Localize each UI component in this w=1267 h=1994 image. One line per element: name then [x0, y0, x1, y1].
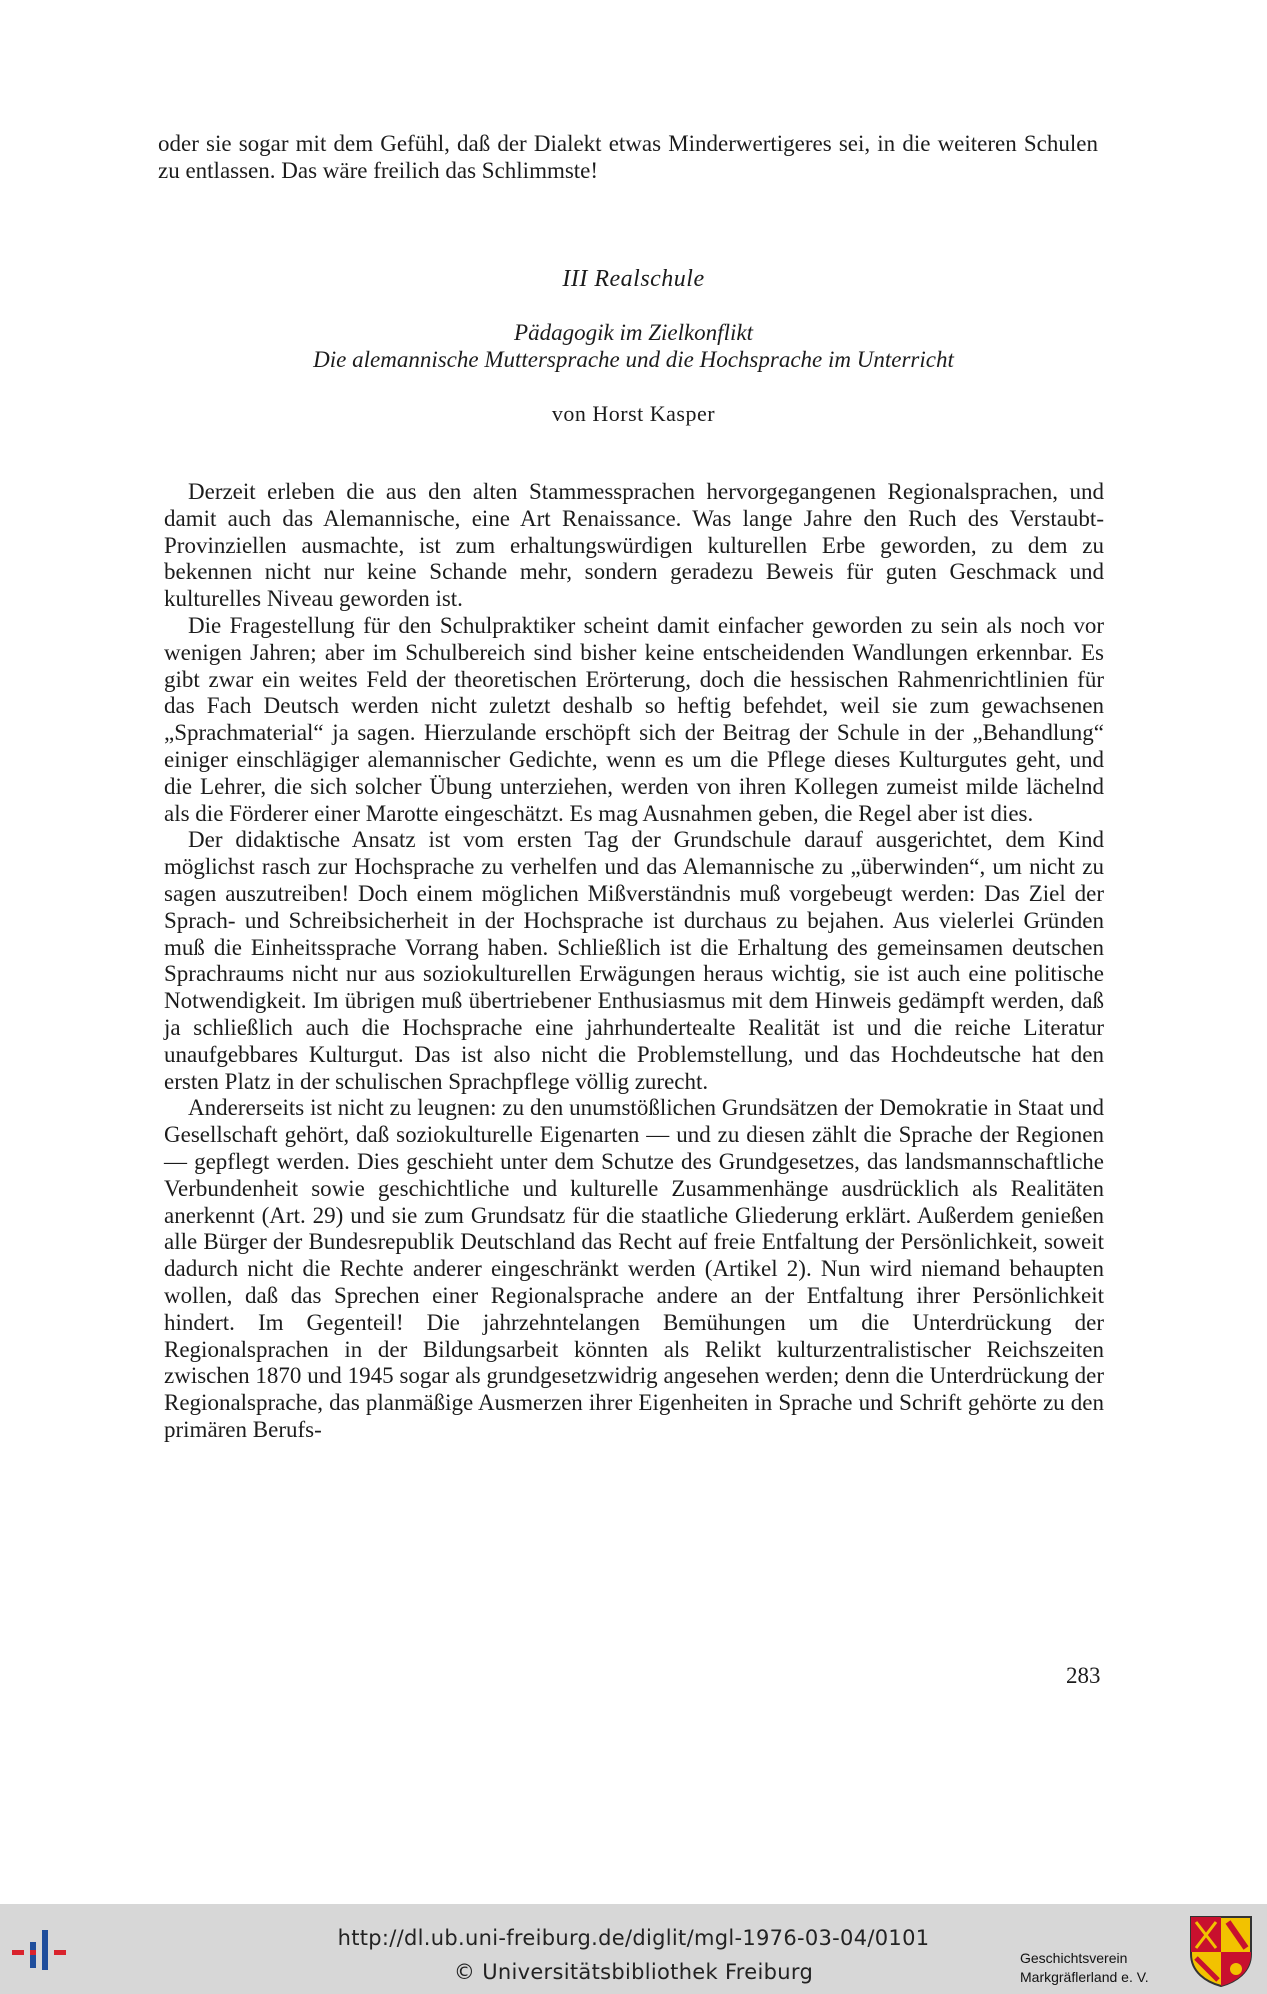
society-name-line-1: Geschichtsverein [1020, 1950, 1128, 1966]
document-url[interactable]: http://dl.ub.uni-freiburg.de/diglit/mgl-1976-03-04/0101 [337, 1926, 930, 1950]
digitization-footer [0, 1904, 1267, 1994]
section-title: III Realschule [562, 266, 705, 292]
article-author: von Horst Kasper [551, 401, 716, 426]
intro-paragraph: oder sie sogar mit dem Gefühl, daß der Dialekt etwas Minderwertigeres sei, in die weiteren Schulen zu entlassen. Das wäre freilich das Schlimmste! [158, 131, 1098, 183]
article-body [164, 479, 1104, 1444]
society-name-line-2: Markgräflerland e. V. [1020, 1969, 1149, 1985]
page-number: 283 [1066, 1663, 1101, 1688]
article-title: Pädagogik im Zielkonflikt [514, 320, 753, 345]
body-paragraph: Andererseits ist nicht zu leugnen: zu den unumstößlichen Grundsätzen der Demokratie in Staat und Gesellschaft gehört, daß soziokulturelle Eigenarten — und zu diesen zählt die Sprache der Regionen — gepflegt werden. Dies geschieht unter dem Schutze des Grundgesetzes, das landsmannschaftliche Verbundenheit sowie geschichtliche und kulturelle Zusammenhänge ausdrücklich als Realitäten anerkennt (Art. 29) und sie zum Grundsatz für die staatliche Gliederung erklärt. Außerdem genießen alle Bürger der Bundesrepublik Deutschland das Recht auf freie Entfaltung der Persönlichkeit, soweit dadurch nicht die Rechte anderer eingeschränkt werden (Artikel 2). Nun wird niemand behaupten wollen, daß das Sprechen einer Regionalsprache andere an der Entfaltung ihrer Persönlichkeit hindert. Im Gegenteil! Die jahrzehntelangen Bemühungen um die Unterdrückung der Regionalsprachen in der Bildungsarbeit könnten als Relikt kulturzentralistischer Reichszeiten zwischen 1870 und 1945 sogar als grundgesetzwidrig angesehen werden; denn die Unterdrückung der Regionalsprache, das planmäßige Ausmerzen ihrer Eigenheiten in Sprache und Schrift gehörte zu den primären Berufs- [164, 1095, 1104, 1442]
copyright-notice: © Universitätsbibliothek Freiburg [453, 1960, 814, 1984]
body-paragraph: Derzeit erleben die aus den alten Stammessprachen hervorgegangenen Regionalsprachen, und damit auch das Alemannische, eine Art Renaissance. Was lange Jahre den Ruch des Verstaubt-Provinziellen ausmachte, ist zum erhaltungswürdigen kulturellen Erbe geworden, zu dem zu bekennen nicht nur keine Schande mehr, sondern geradezu Beweis für guten Geschmack und kulturelles Niveau geworden ist. [164, 479, 1104, 612]
article-subtitle: Die alemannische Muttersprache und die Hochsprache im Unterricht [313, 347, 954, 372]
markgraeflerland-crest-icon [1188, 1914, 1254, 1988]
body-paragraph: Der didaktische Ansatz ist vom ersten Tag der Grundschule darauf ausgerichtet, dem Kind möglichst rasch zur Hochsprache zu verhelfen und das Alemannische zu „überwinden“, um nicht zu sagen auszutreiben! Doch einem möglichen Mißverständnis muß vorgebeugt werden: Das Ziel der Sprach- und Schreibsicherheit in der Hochsprache ist durchaus zu bejahen. Aus vielerlei Gründen muß die Einheitssprache Vorrang haben. Schließlich ist die Erhaltung des gemeinsamen deutschen Sprachraums nicht nur aus soziokulturellen Erwägungen heraus wichtig, sie ist auch eine politische Notwendigkeit. Im übrigen muß übertriebener Enthusiasmus mit dem Hinweis gedämpft werden, daß ja schließlich auch die Hochsprache eine jahrhundertealte Realität ist und die reiche Literatur unaufgebbares Kulturgut. Das ist also nicht die Problemstellung, und das Hochdeutsche hat den ersten Platz in der schulischen Sprachpflege völlig zurecht. [164, 827, 1104, 1094]
body-paragraph: Die Fragestellung für den Schulpraktiker scheint damit einfacher geworden zu sein als noch vor wenigen Jahren; aber im Schulbereich sind bisher keine entscheidenden Wandlungen erkennbar. Es gibt zwar ein weites Feld der theoretischen Erörterung, doch die hessischen Rahmenrichtlinien für das Fach Deutsch werden nicht zuletzt deshalb so heftig befehdet, weil sie zum gewachsenen „Sprachmaterial“ ja sagen. Hierzulande erschöpft sich der Beitrag der Schule in der „Behandlung“ einiger einschlägiger alemannischer Gedichte, wenn es um die Pflege dieses Kulturgutes geht, und die Lehrer, die sich solcher Übung unterziehen, werden von ihren Kollegen zumeist milde lächelnd als die Förderer einer Marotte eingeschätzt. Es mag Ausnahmen geben, die Regel aber ist dies. [164, 612, 1104, 826]
society-name [1020, 1949, 1149, 1987]
